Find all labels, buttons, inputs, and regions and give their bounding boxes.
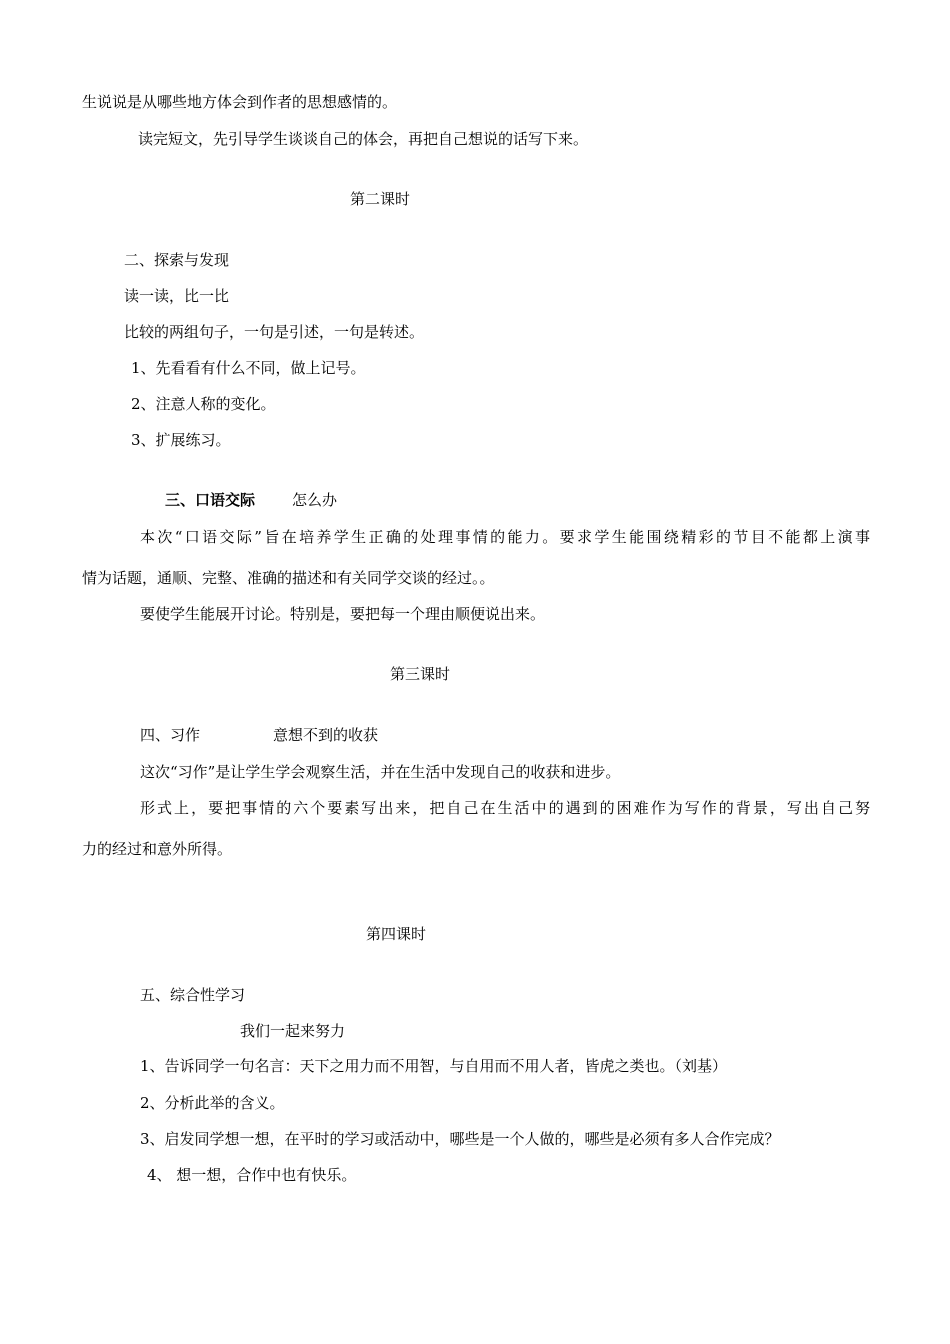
section-5-title: 五、综合性学习 [140,986,246,1004]
oral-section-topic: 怎么办 [292,491,338,509]
section-5-item-3: 3、启发同学想一想，在平时的学习或活动中，哪些是一个人做的，哪些是必须有多人合作完成？ [140,1130,780,1148]
section-4-topic: 意想不到的收获 [273,726,379,744]
section-4-label: 四、习作 [140,726,201,744]
oral-paragraph-2: 要使学生能展开讨论。特别是，要把每一个理由顺便说出来。 [140,605,546,623]
oral-paragraph-1-line-1: 本次“口语交际”旨在培养学生正确的处理事情的能力。要求学生能围绕精彩的节目不能都上演事 [140,528,870,546]
section-5-topic: 我们一起来努力 [240,1022,346,1040]
section-5-item-1: 1、告诉同学一句名言：天下之用力而不用智，与自用而不用人者，皆虎之类也。（刘基） [140,1057,728,1075]
intro-line-1: 生说说是从哪些地方体会到作者的思想感情的。 [82,93,398,111]
section-2-step-3: 3、扩展练习。 [131,431,231,449]
oral-paragraph-1-line-2: 情为话题，通顺、完整、准确的描述和有关同学交谈的经过。。 [82,569,495,587]
section-2-description: 比较的两组句子，一句是引述，一句是转述。 [124,323,425,341]
intro-line-2: 读完短文，先引导学生谈谈自己的体会，再把自己想说的话写下来。 [138,130,589,148]
section-2-step-1: 1、先看看有什么不同，做上记号。 [131,359,366,377]
lesson-2-heading: 第二课时 [350,190,411,208]
writing-paragraph-2-line-1: 形式上，要把事情的六个要素写出来，把自己在生活中的遇到的困难作为写作的背景，写出自己努 [140,799,870,817]
lesson-4-heading: 第四课时 [366,925,427,943]
section-2-step-2: 2、注意人称的变化。 [131,395,276,413]
section-5-item-2: 2、分析此举的含义。 [140,1094,285,1112]
oral-section-label: 三、口语交际 [165,491,256,509]
writing-paragraph-1: 这次“习作”是让学生学会观察生活，并在生活中发现自己的收获和进步。 [140,763,621,781]
section-2-title: 二、探索与发现 [124,251,230,269]
section-2-subtitle: 读一读，比一比 [124,287,230,305]
lesson-3-heading: 第三课时 [390,665,451,683]
section-5-item-4: 4、 想一想，合作中也有快乐。 [147,1166,357,1184]
writing-paragraph-2-line-2: 力的经过和意外所得。 [82,840,233,858]
